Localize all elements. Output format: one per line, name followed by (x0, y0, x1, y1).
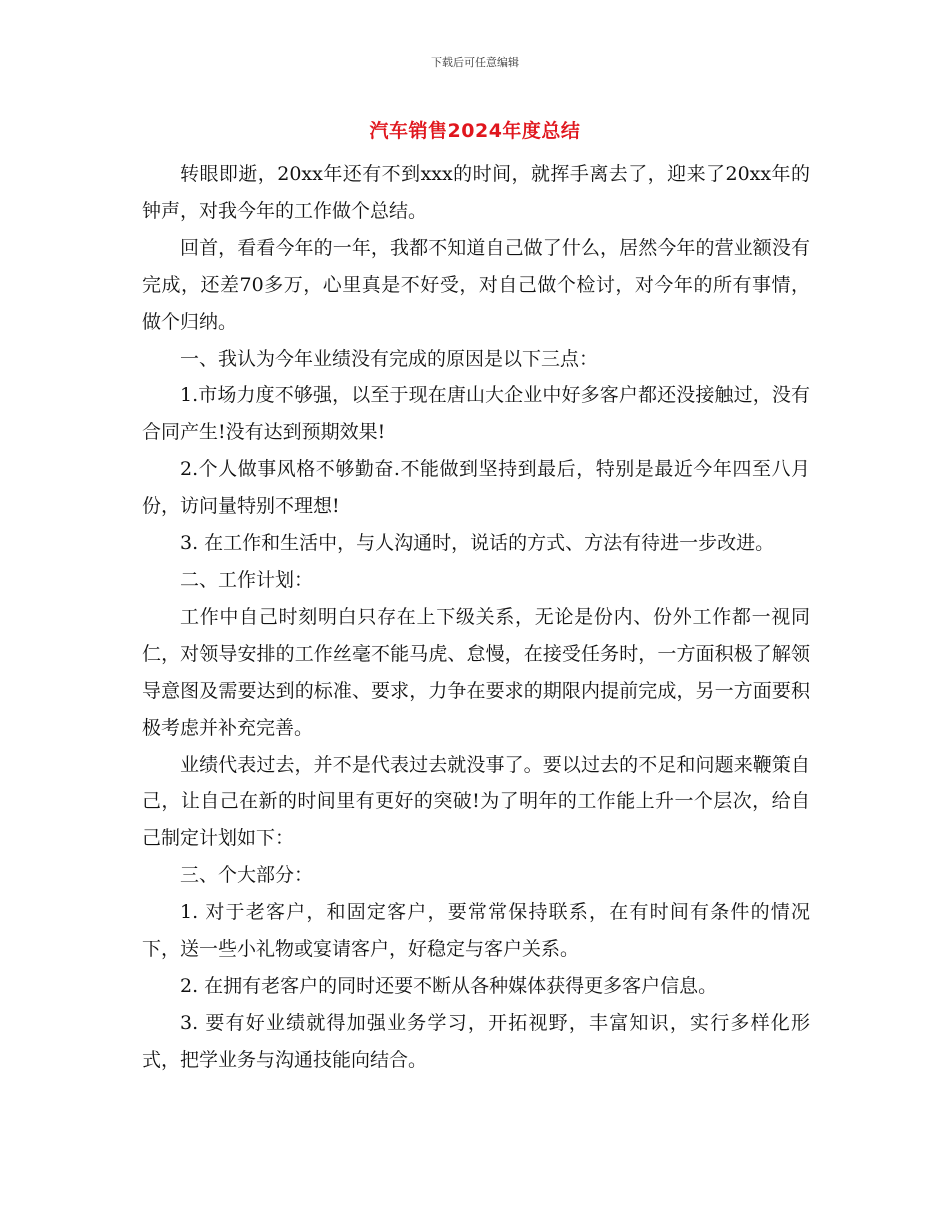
list-item-reason-3: 3. 在工作和生活中，与人沟通时，说话的方式、方法有待进一步改进。 (180, 532, 775, 555)
list-item-part-2: 2. 在拥有老客户的同时还要不断从各种媒体获得更多客户信息。 (180, 974, 718, 997)
section-heading-plan: 二、工作计划： (180, 568, 314, 591)
section-heading-reasons: 一、我认为今年业绩没有完成的原因是以下三点： (180, 347, 599, 370)
paragraph-intro: 转眼即逝，20xx年还有不到xxx的时间，就挥手离去了，迎来了20xx年的钟声，对我今年的工作做个总结。 (142, 163, 810, 222)
paragraph-plan-goals: 业绩代表过去，并不是代表过去就没事了。要以过去的不足和问题来鞭策自己，让自己在新的时间里有更好的突破!为了明年的工作能上升一个层次，给自己制定计划如下： (142, 753, 810, 850)
paragraph-review: 回首，看看今年的一年，我都不知道自己做了什么，居然今年的营业额没有完成，还差70多万，心里真是不好受，对自己做个检讨，对今年的所有事情，做个归纳。 (142, 236, 810, 333)
section-heading-parts: 三、个大部分： (180, 864, 314, 887)
paragraph-plan-work: 工作中自己时刻明白只存在上下级关系，无论是份内、份外工作都一视同仁，对领导安排的工作丝毫不能马虎、怠慢，在接受任务时，一方面积极了解领导意图及需要达到的标准、要求，力争在要求的期限内提前完成，另一方面要积极考虑并补充完善。 (142, 605, 810, 739)
header-note: 下载后可任意编辑 (431, 56, 519, 69)
list-item-reason-2: 2.个人做事风格不够勤奋.不能做到坚持到最后，特别是最近今年四至八月份，访问量特别不理想! (142, 458, 810, 518)
list-item-part-1: 1. 对于老客户，和固定客户，要常常保持联系，在有时间有条件的情况下，送一些小礼物或宴请客户，好稳定与客户关系。 (142, 901, 810, 961)
list-item-part-3: 3. 要有好业绩就得加强业务学习，开拓视野，丰富知识，实行多样化形式，把学业务与沟通技能向结合。 (142, 1011, 810, 1071)
document-title: 汽车销售2024年度总结 (369, 120, 581, 142)
list-item-reason-1: 1.市场力度不够强，以至于现在唐山大企业中好多客户都还没接触过，没有合同产生!没有达到预期效果! (142, 384, 810, 444)
document-body (142, 156, 810, 1079)
